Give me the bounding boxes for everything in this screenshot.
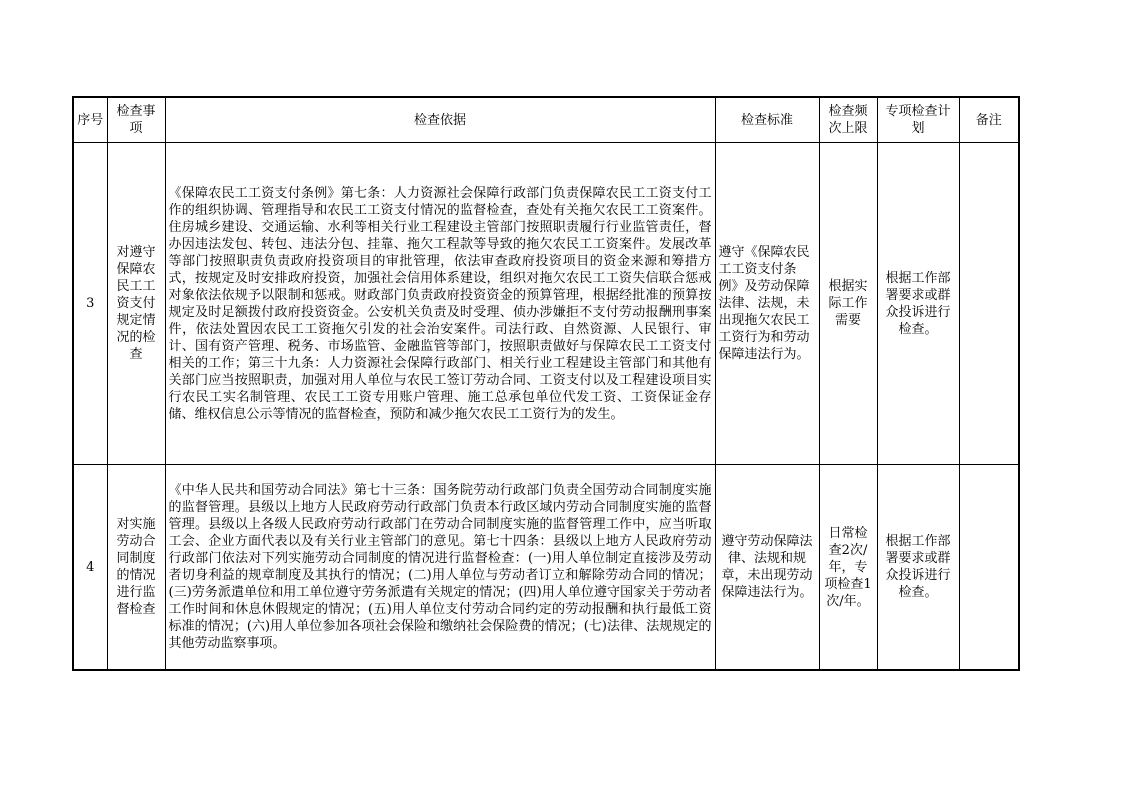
cell-item: 对实施劳动合同制度的情况进行监督检查	[107, 465, 165, 671]
header-row	[73, 97, 1019, 143]
header-frequency: 检查频次上限	[819, 97, 877, 143]
cell-frequency: 日常检查2次/年，专项检查1次/年。	[819, 465, 877, 671]
table-row	[73, 143, 1019, 465]
cell-standard: 遵守《保障农民工工资支付条例》及劳动保障法律、法规，未出现拖欠农民工工资行为和劳动保障违法行为。	[715, 143, 819, 465]
cell-frequency: 根据实际工作需要	[819, 143, 877, 465]
cell-serial: 3	[73, 143, 107, 465]
cell-remark	[959, 143, 1019, 465]
header-remark: 备注	[959, 97, 1019, 143]
header-basis: 检查依据	[165, 97, 715, 143]
cell-plan: 根据工作部署要求或群众投诉进行检查。	[877, 143, 959, 465]
table-row	[73, 465, 1019, 671]
inspection-table	[72, 96, 1020, 671]
cell-standard: 遵守劳动保障法律、法规和规章，未出现劳动保障违法行为。	[715, 465, 819, 671]
cell-basis: 《中华人民共和国劳动合同法》第七十三条：国务院劳动行政部门负责全国劳动合同制度实施的监督管理。县级以上地方人民政府劳动行政部门负责本行政区域内劳动合同制度实施的监督管理。县级以上各级人民政府劳动行政部门在劳动合同制度实施的监督管理工作中，应当听取工会、企业方面代表以及有关行业主管部门的意见。第七十四条：县级以上地方人民政府劳动行政部门依法对下列实施劳动合同制度的情况进行监督检查：(一)用人单位制定直接涉及劳动者切身利益的规章制度及其执行的情况；(二)用人单位与劳动者订立和解除劳动合同的情况；(三)劳务派遣单位和用工单位遵守劳务派遣有关规定的情况；(四)用人单位遵守国家关于劳动者工作时间和休息休假规定的情况；(五)用人单位支付劳动合同约定的劳动报酬和执行最低工资标准的情况；(六)用人单位参加各项社会保险和缴纳社会保险费的情况；(七)法律、法规规定的其他劳动监察事项。	[165, 465, 715, 671]
cell-item: 对遵守保障农民工工资支付规定情况的检查	[107, 143, 165, 465]
header-plan: 专项检查计划	[877, 97, 959, 143]
header-serial: 序号	[73, 97, 107, 143]
cell-serial: 4	[73, 465, 107, 671]
header-standard: 检查标准	[715, 97, 819, 143]
header-item: 检查事项	[107, 97, 165, 143]
cell-remark	[959, 465, 1019, 671]
cell-plan: 根据工作部署要求或群众投诉进行检查。	[877, 465, 959, 671]
cell-basis: 《保障农民工工资支付条例》第七条：人力资源社会保障行政部门负责保障农民工工资支付工作的组织协调、管理指导和农民工工资支付情况的监督检查，查处有关拖欠农民工工资案件。住房城乡建设、交通运输、水利等相关行业工程建设主管部门按照职责履行行业监管责任，督办因违法发包、转包、违法分包、挂靠、拖欠工程款等导致的拖欠农民工工资案件。发展改革等部门按照职责负责政府投资项目的审批管理，依法审查政府投资项目的资金来源和筹措方式，按规定及时安排政府投资，加强社会信用体系建设，组织对拖欠农民工工资失信联合惩戒对象依法依规予以限制和惩戒。财政部门负责政府投资资金的预算管理，根据经批准的预算按规定及时足额拨付政府投资资金。公安机关负责及时受理、侦办涉嫌拒不支付劳动报酬刑事案件，依法处置因农民工工资拖欠引发的社会治安案件。司法行政、自然资源、人民银行、审计、国有资产管理、税务、市场监管、金融监管等部门，按照职责做好与保障农民工工资支付相关的工作；第三十九条：人力资源社会保障行政部门、相关行业工程建设主管部门和其他有关部门应当按照职责，加强对用人单位与农民工签订劳动合同、工资支付以及工程建设项目实行农民工实名制管理、农民工工资专用账户管理、施工总承包单位代发工资、工资保证金存储、维权信息公示等情况的监督检查，预防和减少拖欠农民工工资行为的发生。	[165, 143, 715, 465]
